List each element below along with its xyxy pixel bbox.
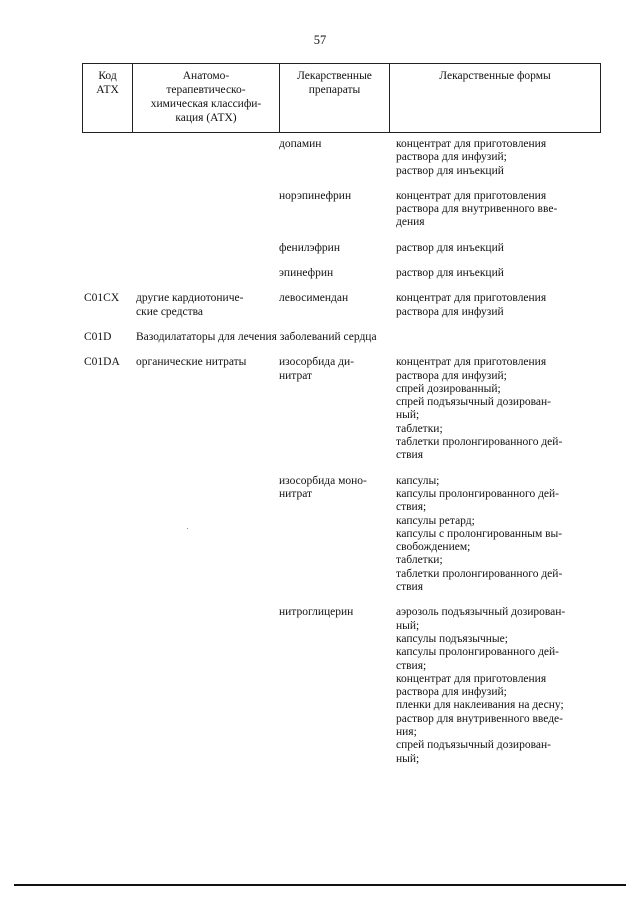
drug-name: левосимендан: [279, 292, 349, 305]
atc-code: C01D: [84, 330, 112, 343]
dosage-form: спрей подъязычный дозирован- ный;: [396, 396, 551, 422]
table-row: [84, 356, 604, 462]
bottom-rule: [14, 884, 626, 886]
dosage-form: капсулы с пролонгированным вы- свобождением;: [396, 527, 563, 554]
dosage-form: таблетки;: [396, 422, 443, 435]
atc-class: другие кардиотониче- ские средства: [136, 292, 244, 318]
dosage-form: таблетки пролонгированного дей- ствия: [396, 567, 563, 594]
drug-name: фенилэфрин: [279, 241, 340, 254]
dosage-forms: [396, 267, 596, 280]
table-row: [84, 138, 604, 178]
atc-code: [84, 242, 136, 255]
table-row: [84, 267, 604, 280]
dosage-forms: [396, 242, 596, 255]
atc-code: [84, 267, 136, 280]
atc-code: [84, 190, 136, 230]
dosage-forms: [396, 292, 596, 319]
table-row: [84, 292, 604, 319]
dosage-form: капсулы пролонгированного дей- ствия;: [396, 646, 560, 672]
page-number: 57: [313, 33, 327, 47]
dosage-form: капсулы пролонгированного дей- ствия;: [396, 487, 560, 514]
drug-name: изосорбида моно- нитрат: [279, 474, 367, 500]
dosage-forms: [396, 138, 596, 178]
header-atc-classification: Анатомо- терапевтическо- химическая классифи- кация (АТХ): [133, 64, 280, 133]
table-row: [84, 475, 604, 595]
drug-name: допамин: [279, 138, 322, 150]
dosage-form: раствор для внутривенного введе- ния;: [396, 712, 563, 738]
atc-class: [136, 190, 279, 230]
dosage-form: концентрат для приготовления раствора для инфузий;: [396, 138, 547, 164]
atc-class: [136, 475, 279, 595]
atc-class: [136, 267, 279, 280]
atc-class: [136, 242, 279, 255]
dosage-form: пленки для наклеивания на десну;: [396, 699, 564, 712]
dosage-form: концентрат для приготовления раствора для инфузий;: [396, 356, 547, 382]
table-row: [84, 606, 604, 766]
atc-class: органические нитраты: [136, 356, 247, 369]
dosage-form: аэрозоль подъязычный дозирован- ный;: [396, 606, 566, 632]
table-row-group-title: [84, 331, 604, 344]
dosage-form: таблетки;: [396, 554, 443, 567]
dosage-form: спрей подъязычный дозирован- ный;: [396, 739, 551, 765]
atc-code: [84, 606, 136, 766]
header-drugs: Лекарственные препараты: [280, 64, 390, 133]
drug-name: норэпинефрин: [279, 189, 352, 202]
dosage-forms: [396, 475, 596, 595]
drug-name: эпинефрин: [279, 267, 334, 280]
dosage-form: таблетки пролонгированного дей- ствия: [396, 436, 563, 462]
table-row: [84, 190, 604, 230]
dosage-form: концентрат для приготовления раствора для инфузий;: [396, 672, 547, 699]
atc-class: [136, 606, 279, 766]
dosage-form: раствор для инъекций: [396, 164, 504, 177]
drug-name: изосорбида ди- нитрат: [279, 356, 354, 382]
atc-group-title: Вазодилататоры для лечения заболеваний сердца: [136, 330, 377, 343]
dosage-form: раствор для инъекций: [396, 267, 504, 280]
dosage-form: концентрат для приготовления раствора для внутривенного вве- дения: [396, 189, 558, 229]
dosage-form: раствор для инъекций: [396, 241, 504, 254]
dosage-forms: [396, 606, 596, 766]
dosage-forms: [396, 190, 596, 230]
header-atc-code: Код АТХ: [83, 64, 133, 133]
header-dosage-forms: Лекарственные формы: [390, 64, 601, 133]
drug-name: нитроглицерин: [279, 606, 354, 619]
atc-class: [136, 138, 279, 178]
dosage-form: капсулы подъязычные;: [396, 632, 508, 645]
atc-code: C01CX: [84, 292, 120, 305]
scan-speck: [187, 528, 188, 529]
atc-code: [84, 475, 136, 595]
table-body: [84, 138, 604, 766]
dosage-form: концентрат для приготовления раствора для инфузий: [396, 292, 547, 318]
atc-code: [84, 138, 136, 178]
dosage-forms: [396, 356, 596, 462]
dosage-form: капсулы;: [396, 474, 440, 487]
atc-code: C01DA: [84, 356, 120, 369]
dosage-form: спрей дозированный;: [396, 382, 501, 395]
dosage-form: капсулы ретард;: [396, 514, 475, 527]
table-header: [82, 63, 601, 133]
table-row: [84, 242, 604, 255]
